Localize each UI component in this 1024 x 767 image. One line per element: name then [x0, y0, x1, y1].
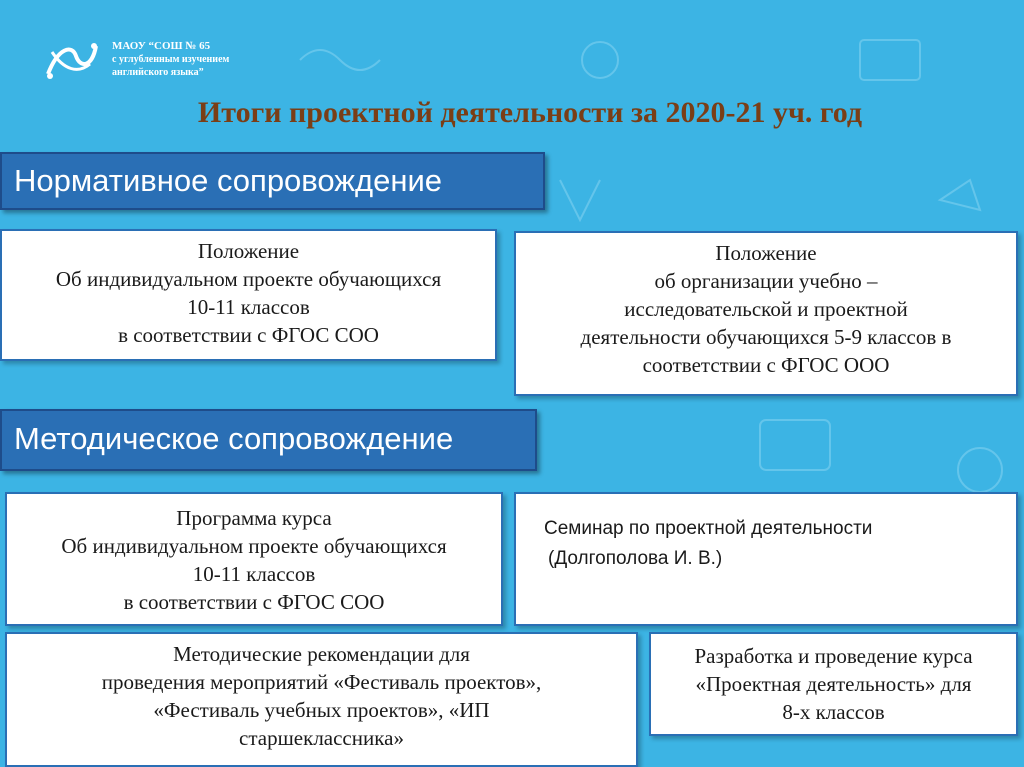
- box-line: деятельности обучающихся 5-9 классов в: [580, 325, 952, 349]
- box-line: Методические рекомендации для: [173, 642, 470, 666]
- box-line: старшеклассника»: [239, 726, 404, 750]
- box-line: в соответствии с ФГОС СОО: [118, 323, 379, 347]
- box-seminar: [514, 492, 1018, 626]
- box-line: проведения мероприятий «Фестиваль проектов»,: [101, 670, 542, 694]
- school-name-line3: английского языка”: [112, 67, 204, 78]
- section-header-normative: Нормативное сопровождение: [0, 152, 545, 210]
- box-line: «Фестиваль учебных проектов», «ИП: [153, 698, 490, 722]
- box-line: Об индивидуальном проекте обучающихся: [55, 267, 442, 291]
- box-line: исследовательской и проектной: [624, 297, 908, 321]
- box-line: Положение: [197, 239, 300, 263]
- box-course-development: [649, 632, 1018, 736]
- box-line: 8-х классов: [782, 700, 885, 724]
- school-name: [112, 40, 229, 79]
- section-header-methodical: Методическое сопровождение: [0, 409, 537, 471]
- slide-title: Итоги проектной деятельности за 2020-21 уч. год: [197, 96, 863, 129]
- box-line: Положение: [715, 241, 817, 265]
- school-name-line2: с углубленным изучением: [112, 54, 230, 65]
- box-line: соответствии с ФГОС ООО: [642, 353, 890, 377]
- box-line: «Проектная деятельность» для: [695, 672, 972, 696]
- box-line: Семинар по проектной деятельности: [544, 518, 873, 539]
- school-name-line1: МАОУ “СОШ № 65: [112, 40, 211, 52]
- box-line: Об индивидуальном проекте обучающихся: [61, 534, 447, 558]
- box-line: об организации учебно –: [654, 269, 878, 293]
- box-methodical-recommendations: [5, 632, 638, 767]
- box-course-program: [5, 492, 503, 626]
- box-regulation-research-activity: [514, 231, 1018, 396]
- box-line: 10-11 классов: [187, 295, 310, 319]
- box-line: Программа курса: [176, 506, 332, 530]
- box-regulation-individual-project: [0, 229, 497, 361]
- school-logo: [42, 38, 100, 82]
- box-line: (Долгополова И. В.): [548, 548, 723, 569]
- box-line: Разработка и проведение курса: [694, 644, 973, 668]
- box-line: в соответствии с ФГОС СОО: [123, 590, 385, 614]
- box-line: 10-11 классов: [192, 562, 316, 586]
